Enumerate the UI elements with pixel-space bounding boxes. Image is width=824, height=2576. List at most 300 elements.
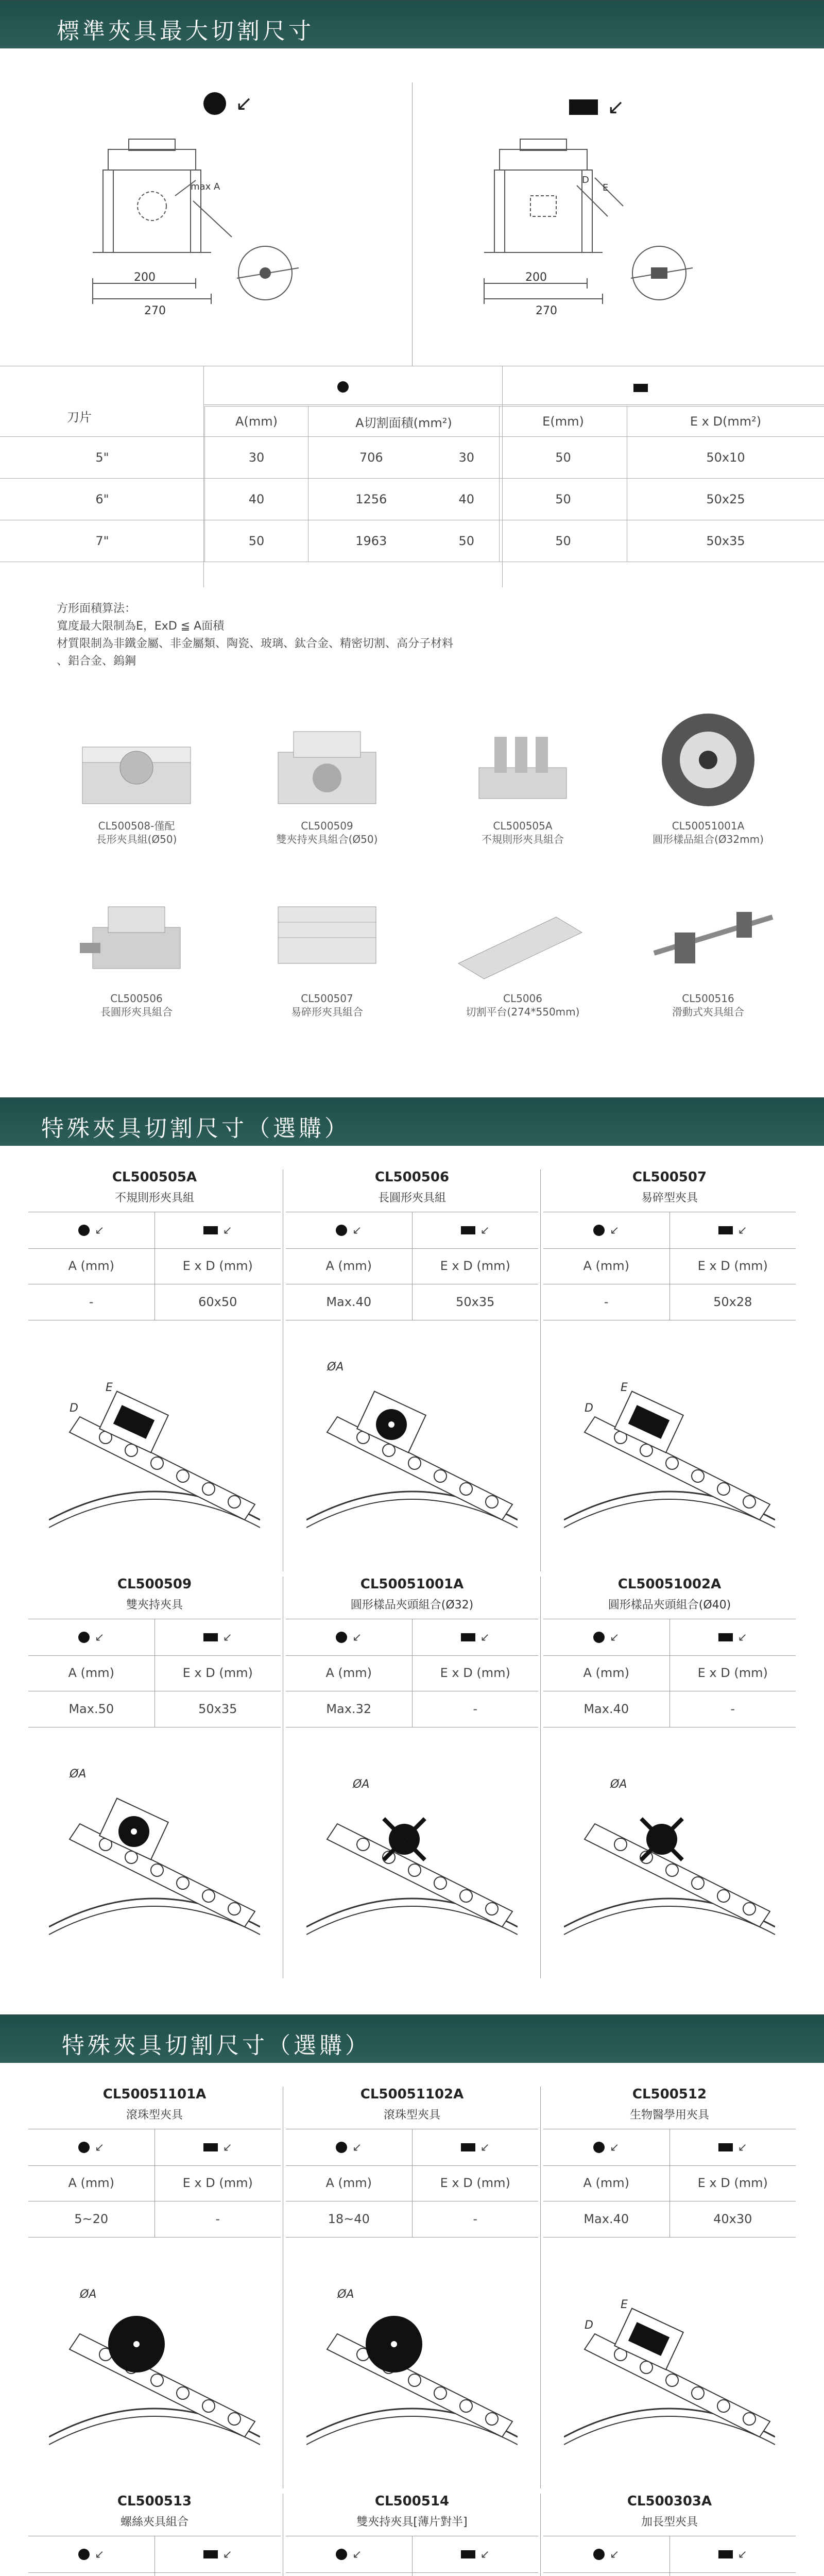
section-header-standard: [0, 0, 824, 48]
cell-a: 50: [205, 520, 308, 562]
divider: [540, 1577, 541, 1978]
value-a: -: [89, 1295, 94, 1309]
round-symbol: [28, 1619, 154, 1655]
arrow-icon: ↙: [480, 2548, 490, 2561]
round-symbol: [286, 1212, 412, 1248]
fixture-card: [286, 2494, 538, 2576]
arrow-icon: ↙: [737, 2548, 747, 2561]
fixture-name: 雙夾持夾具: [126, 1599, 183, 1612]
header-row: [543, 1655, 796, 1691]
rect-symbol: [670, 1212, 796, 1248]
arrow-icon: ↙: [352, 2548, 362, 2561]
fixture-code: CL500509: [117, 1577, 192, 1592]
rect-icon: [203, 1633, 218, 1641]
note-line: 寬度最大限制為E，ExD ≦ A面積: [57, 620, 225, 633]
col-a-label: A (mm): [68, 2176, 115, 2190]
round-icon: [593, 1632, 605, 1643]
arrow-icon: ↙: [737, 1224, 747, 1237]
header-row: [28, 2572, 281, 2576]
col-a-label: A (mm): [68, 1259, 115, 1273]
col-a-label: [286, 2572, 412, 2576]
round-symbol: [543, 2129, 670, 2165]
arrow-icon: ↙: [95, 1631, 105, 1644]
arrow-icon: ↙: [222, 1224, 232, 1237]
arrow-icon: ↙: [95, 1224, 105, 1237]
cell-exd: 50x10: [627, 437, 824, 479]
arrow-icon: ↙: [737, 2141, 747, 2154]
fixture-name: 生物醫學用夾具: [629, 2109, 709, 2122]
product-caption: [641, 819, 775, 846]
phi-a-label: ØA: [80, 2288, 97, 2301]
value-a: Max.50: [68, 1702, 114, 1716]
value-row: [286, 2201, 538, 2238]
fixture-name: 滾珠型夾具: [126, 2109, 183, 2122]
round-icon: [203, 92, 226, 115]
fixture-name: 圓形樣品夾頭組合(Ø32): [350, 1599, 474, 1612]
round-symbol: [286, 2536, 412, 2572]
col-area: A切割面積(mm²): [308, 406, 500, 437]
note-line: 方形面積算法：: [57, 602, 136, 615]
value-exd: -: [670, 1691, 796, 1727]
cutting-diagram: [564, 1741, 775, 1937]
arrow-icon: ↙: [352, 1224, 362, 1237]
phi-a-label: ØA: [327, 1361, 344, 1374]
fixture-card: [28, 2494, 281, 2576]
fixture-code: CL500505A: [112, 1170, 197, 1185]
col-exd-label: E x D (mm): [670, 2165, 796, 2201]
fixture-name: 雙夾持夾具[薄片對半]: [356, 2516, 468, 2529]
fixture-card: [286, 1170, 538, 1571]
col-a: A(mm): [205, 406, 308, 437]
fixture-code: CL500507: [632, 1170, 707, 1185]
arrow-icon: ↙: [222, 1631, 232, 1644]
section-header-special-1: [0, 1097, 824, 1146]
e-label: E: [621, 1381, 628, 1394]
fixture-drawing-round: [62, 129, 360, 350]
value-a: -: [604, 1295, 609, 1309]
section-title: 標準夾具最大切割尺寸: [57, 18, 314, 44]
table-header-row: [0, 406, 824, 437]
fixture-card: [543, 1170, 796, 1571]
phi-a-label: ØA: [70, 1768, 87, 1781]
rect-symbol: [412, 2536, 539, 2572]
round-symbol: [543, 2536, 670, 2572]
product-caption: [456, 819, 590, 846]
product-caption: [70, 819, 203, 846]
product-code: CL500505A: [493, 820, 553, 832]
arrow-icon: ↙: [610, 2548, 620, 2561]
rect-symbol: [670, 1619, 796, 1655]
cell-area2: 50: [434, 520, 500, 562]
note-line: 材質限制為非鐵金屬、非金屬類、陶瓷、玻璃、鈦合金、精密切割、高分子材料: [57, 637, 454, 650]
dim-200: 200: [134, 271, 156, 284]
arrow-icon: ↙: [222, 2141, 232, 2154]
value-row: [543, 1691, 796, 1727]
col-exd-label: [670, 2572, 796, 2576]
col-e: E(mm): [500, 406, 627, 437]
arrow-icon: ↙: [610, 1224, 620, 1237]
cell-e: 50: [500, 479, 627, 520]
cell-e: 50: [500, 437, 627, 479]
product-code: CL500507: [301, 992, 353, 1005]
rule: [203, 404, 824, 405]
value-exd: 50x35: [412, 1284, 539, 1320]
cell-area2: 30: [434, 437, 500, 479]
product-image: [77, 886, 196, 984]
round-symbol: [286, 1619, 412, 1655]
cell-e: 50: [500, 520, 627, 562]
rect-symbol: [670, 2129, 796, 2165]
table-row: [0, 520, 824, 562]
header-row: [286, 1655, 538, 1691]
special-fixtures-grid-1: [28, 1170, 796, 1984]
e-label: E: [106, 1381, 113, 1394]
fixture-name: 易碎型夾具: [641, 1192, 698, 1205]
rect-icon: [633, 384, 648, 392]
table-row: [0, 437, 824, 479]
col-exd-label: E x D (mm): [412, 2165, 539, 2201]
value-a: 5~20: [74, 2212, 109, 2226]
round-symbol: [28, 2536, 154, 2572]
rect-symbol: [670, 2536, 796, 2572]
symbol-row: [28, 1619, 281, 1656]
symbol-row: [28, 2536, 281, 2573]
rect-icon: [461, 2143, 475, 2151]
value-row: [286, 1284, 538, 1320]
cell-a: 30: [205, 437, 308, 479]
header-row: [28, 1248, 281, 1284]
symbol-row: [28, 1212, 281, 1249]
product-code: CL50051001A: [672, 820, 745, 832]
table-round-symbol: [337, 381, 349, 395]
product-image: [644, 886, 783, 984]
fixture-card: [28, 1577, 281, 1978]
value-exd: 50x35: [154, 1691, 281, 1727]
value-row: [28, 2201, 281, 2238]
value-a: Max.40: [583, 1702, 629, 1716]
fixture-name: 加長型夾具: [641, 2516, 698, 2529]
d-label: D: [585, 2319, 593, 2332]
dim-270: 270: [536, 304, 557, 317]
cutting-diagram: [49, 1334, 260, 1530]
product-image: [464, 716, 582, 814]
cutting-diagram: [306, 2251, 518, 2447]
arrow-icon: ↙: [352, 2141, 362, 2154]
round-icon: [336, 1632, 347, 1643]
col-exd-label: E x D (mm): [154, 2165, 281, 2201]
round-symbol: [543, 1619, 670, 1655]
value-exd: 60x50: [154, 1284, 281, 1320]
col-exd-label: E x D (mm): [670, 1248, 796, 1284]
value-a: 18~40: [328, 2212, 370, 2226]
round-icon: [593, 2549, 605, 2560]
product-image: [77, 716, 196, 814]
fixture-code: CL500513: [117, 2494, 192, 2509]
col-a-label: [543, 2572, 670, 2576]
rect-icon: [461, 2550, 475, 2558]
arrow-icon: ↙: [607, 95, 625, 119]
header-row: [28, 2165, 281, 2201]
rect-icon: [718, 2550, 733, 2558]
rect-symbol: [412, 1212, 539, 1248]
cell-area2: 40: [434, 479, 500, 520]
arrow-icon: ↙: [222, 2548, 232, 2561]
arrow-icon: ↙: [480, 2141, 490, 2154]
product-caption: [70, 992, 203, 1019]
fixture-code: CL500506: [374, 1170, 450, 1185]
col-exd-label: [154, 2572, 281, 2576]
cell-blade: 5": [0, 437, 205, 479]
round-icon: [593, 1225, 605, 1236]
col-a-label: A (mm): [325, 1259, 372, 1273]
fixture-name: 滾珠型夾具: [383, 2109, 440, 2122]
rect-symbol: [154, 1619, 281, 1655]
cell-blade: 6": [0, 479, 205, 520]
rect-symbol: [412, 1619, 539, 1655]
divider: [540, 1170, 541, 1571]
cutting-diagram: [306, 1741, 518, 1937]
product-caption: [641, 992, 775, 1019]
fixture-name: 長圓形夾具組: [377, 1192, 446, 1205]
dim-270: 270: [144, 304, 166, 317]
special-fixtures-grid-2: [28, 2087, 796, 2576]
round-icon: [78, 1632, 90, 1643]
fixture-card: [543, 2087, 796, 2488]
fixture-name: 不規則形夾具組: [114, 1192, 194, 1205]
cutting-diagram: [49, 2251, 260, 2447]
e-label: E: [603, 182, 609, 193]
value-row: [543, 1284, 796, 1320]
rect-icon: [203, 1226, 218, 1234]
col-a-label: A (mm): [68, 1666, 115, 1680]
fixture-card: [543, 2494, 796, 2576]
phi-a-label: ØA: [353, 1778, 370, 1791]
round-icon: [336, 2142, 347, 2153]
fixture-card: [286, 2087, 538, 2488]
round-symbol: [28, 1212, 154, 1248]
product-image: [453, 886, 587, 984]
col-a-label: A (mm): [583, 2176, 630, 2190]
fixture-card: [286, 1577, 538, 1978]
product-caption: [260, 992, 394, 1019]
header-row: [286, 1248, 538, 1284]
cell-blade: 7": [0, 520, 205, 562]
arrow-icon: ↙: [235, 92, 253, 115]
fixture-code: CL500514: [374, 2494, 450, 2509]
value-row: [543, 2201, 796, 2238]
rect-icon: [203, 2550, 218, 2558]
rect-symbol: [154, 2536, 281, 2572]
cell-a: 40: [205, 479, 308, 520]
symbol-row: [286, 1619, 538, 1656]
value-row: [28, 1284, 281, 1320]
arrow-icon: ↙: [480, 1631, 490, 1644]
header-row: [28, 1655, 281, 1691]
col-exd-label: E x D (mm): [670, 1655, 796, 1691]
cutting-diagram: [306, 1334, 518, 1530]
rect-icon: [461, 1633, 475, 1641]
rect-sample-symbol: [569, 95, 625, 119]
symbol-row: [286, 2129, 538, 2166]
fixture-code: CL50051001A: [360, 1577, 464, 1592]
product-caption: [260, 819, 394, 846]
col-exd-label: E x D (mm): [412, 1248, 539, 1284]
product-code: CL5006: [503, 992, 542, 1005]
value-row: [286, 1691, 538, 1727]
value-row: [28, 1691, 281, 1727]
arrow-icon: ↙: [352, 1631, 362, 1644]
cutting-diagram: [564, 1334, 775, 1530]
round-icon: [337, 381, 349, 393]
product-image: [649, 706, 767, 814]
d-label: D: [585, 1402, 593, 1415]
symbol-row: [28, 2129, 281, 2166]
symbol-row: [543, 1619, 796, 1656]
blade-label: 刀片: [67, 410, 92, 425]
product-name: 長形夾具組(Ø50): [96, 833, 177, 845]
table-rect-symbol: [633, 384, 648, 394]
phi-a-label: ØA: [337, 2288, 354, 2301]
product-code: CL500516: [682, 992, 734, 1005]
value-exd: -: [154, 2201, 281, 2237]
divider: [540, 2087, 541, 2488]
value-a: Max.40: [326, 1295, 372, 1309]
note-line: 、鋁合金、鎢鋼: [57, 655, 136, 668]
round-symbol: [286, 2129, 412, 2165]
cell-exd: 50x25: [627, 479, 824, 520]
fixture-card: [28, 2087, 281, 2488]
rect-icon: [569, 99, 598, 115]
arrow-icon: ↙: [95, 2548, 105, 2561]
product-image: [268, 716, 386, 814]
fixture-name: 圓形樣品夾頭組合(Ø40): [608, 1599, 731, 1612]
col-a-label: A (mm): [325, 2176, 372, 2190]
round-sample-symbol: [203, 92, 253, 115]
col-exd-label: E x D (mm): [412, 1655, 539, 1691]
section-title: 特殊夾具切割尺寸（選購）: [41, 1115, 350, 1142]
col-a-label: A (mm): [583, 1259, 630, 1273]
round-icon: [78, 2142, 90, 2153]
rect-icon: [718, 1226, 733, 1234]
round-icon: [336, 1225, 347, 1236]
product-name: 切割平台(274*550mm): [466, 1006, 580, 1018]
product-name: 不規則形夾具組合: [482, 833, 564, 845]
cell-area: 706: [308, 437, 434, 479]
symbol-row: [286, 2536, 538, 2573]
product-name: 長圓形夾具組合: [100, 1006, 173, 1018]
fixture-code: CL50051101A: [102, 2087, 207, 2102]
fixture-code: CL50051002A: [617, 1577, 722, 1592]
fixture-code: CL50051102A: [360, 2087, 464, 2102]
round-symbol: [28, 2129, 154, 2165]
col-exd: E x D(mm²): [627, 406, 824, 437]
fixture-code: CL500303A: [627, 2494, 712, 2509]
area-notes: [57, 600, 778, 670]
round-icon: [78, 1225, 90, 1236]
rect-symbol: [154, 2129, 281, 2165]
rect-symbol: [154, 1212, 281, 1248]
cutting-diagram: [49, 1741, 260, 1937]
value-exd: 40x30: [670, 2201, 796, 2237]
phi-a-label: ØA: [610, 1778, 627, 1791]
product-caption: [456, 992, 590, 1019]
cell-exd: 50x35: [627, 520, 824, 562]
product-name: 滑動式夾具組合: [672, 1006, 744, 1018]
divider: [412, 82, 413, 366]
divider: [540, 2494, 541, 2576]
value-a: Max.40: [583, 2212, 629, 2226]
product-code: CL500508-僅配: [98, 820, 175, 832]
d-label: D: [70, 1402, 78, 1415]
header-row: [543, 2165, 796, 2201]
fixture-card: [543, 1577, 796, 1978]
col-exd-label: [412, 2572, 539, 2576]
fixture-card: [28, 1170, 281, 1571]
fixture-drawing-rect: [453, 129, 762, 350]
product-name: 雙夾持夾具組合(Ø50): [276, 833, 378, 845]
cell-area: 1963: [308, 520, 434, 562]
fixture-code: CL500512: [632, 2087, 707, 2102]
standard-table: [0, 406, 824, 562]
max-a-label: max A: [191, 181, 220, 192]
cell-area: 1256: [308, 479, 434, 520]
d-label: D: [582, 175, 589, 185]
product-code: CL500506: [110, 992, 163, 1005]
e-label: E: [621, 2298, 628, 2311]
arrow-icon: ↙: [610, 2141, 620, 2154]
arrow-icon: ↙: [737, 1631, 747, 1644]
section-header-special-2: [0, 2014, 824, 2063]
rect-icon: [461, 1226, 475, 1234]
col-exd-label: E x D (mm): [154, 1248, 281, 1284]
product-code: CL500509: [301, 820, 353, 832]
arrow-icon: ↙: [480, 1224, 490, 1237]
rect-icon: [718, 2143, 733, 2151]
col-a-label: A (mm): [583, 1666, 630, 1680]
symbol-row: [286, 1212, 538, 1249]
table-row: [0, 479, 824, 520]
value-exd: -: [412, 2201, 539, 2237]
arrow-icon: ↙: [610, 1631, 620, 1644]
round-icon: [593, 2142, 605, 2153]
product-image: [268, 886, 386, 984]
arrow-icon: ↙: [95, 2141, 105, 2154]
cutting-diagram: [564, 2251, 775, 2447]
round-icon: [78, 2549, 90, 2560]
col-a-label: A (mm): [325, 1666, 372, 1680]
value-a: Max.32: [326, 1702, 372, 1716]
value-exd: -: [412, 1691, 539, 1727]
symbol-row: [543, 2129, 796, 2166]
symbol-row: [543, 1212, 796, 1249]
header-row: [286, 2572, 538, 2576]
round-symbol: [543, 1212, 670, 1248]
col-exd-label: E x D (mm): [154, 1655, 281, 1691]
fixture-name: 螺絲夾具組合: [120, 2516, 188, 2529]
value-exd: 50x28: [670, 1284, 796, 1320]
section-title: 特殊夾具切割尺寸（選購）: [62, 2032, 371, 2059]
rect-icon: [718, 1633, 733, 1641]
rect-icon: [203, 2143, 218, 2151]
product-name: 易碎形夾具組合: [291, 1006, 363, 1018]
symbol-row: [543, 2536, 796, 2573]
round-icon: [336, 2549, 347, 2560]
col-a-label: [28, 2572, 154, 2576]
header-row: [543, 1248, 796, 1284]
header-row: [543, 2572, 796, 2576]
dim-200: 200: [525, 271, 547, 284]
rect-symbol: [412, 2129, 539, 2165]
